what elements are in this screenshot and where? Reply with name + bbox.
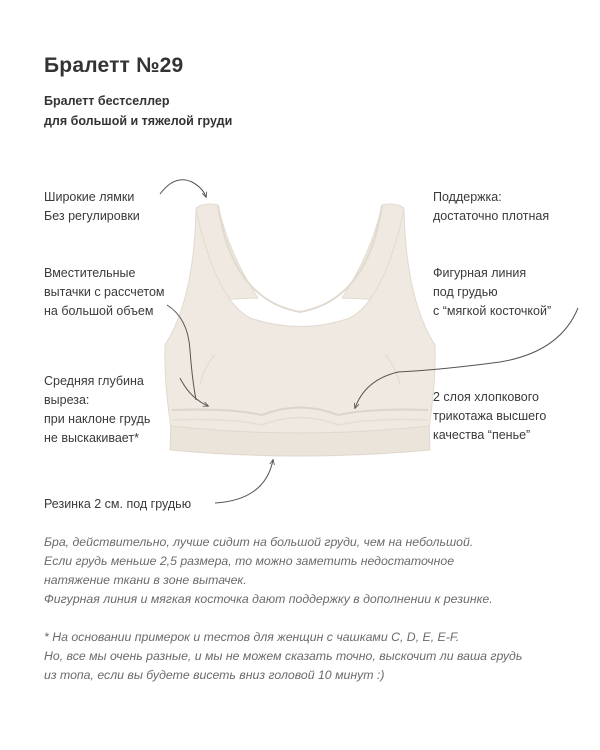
footnote-line: из топа, если вы будете висеть вниз головой 10 минут :) — [44, 668, 385, 682]
footnote-line: Но, все мы очень разные, и мы не можем сказать точно, выскочит ли ваша грудь — [44, 649, 523, 663]
subtitle-line: Бралетт бестселлер — [44, 94, 170, 108]
label-fabric: 2 слоя хлопкового трикотажа высшего качества “пенье” — [433, 390, 547, 442]
arrow-straps — [160, 180, 206, 197]
bralette-garment — [165, 204, 435, 456]
notes-block — [44, 533, 574, 685]
note-line: Фигурная линия и мягкая косточка дают поддержку в дополнении к резинке. — [44, 592, 493, 606]
note-line: натяжение ткани в зоне вытачек. — [44, 573, 247, 587]
label-band: Резинка 2 см. под грудью — [44, 497, 192, 511]
label-underline: Фигурная линия под грудью с “мягкой косточкой” — [433, 266, 552, 318]
label-support: Поддержка: достаточно плотная — [433, 190, 550, 223]
label-neckline: Средняя глубина выреза: при наклоне грудь не выскакивает* — [44, 374, 151, 445]
label-straps: Широкие лямки Без регулировки — [44, 190, 140, 223]
label-darts: Вместительные вытачки с рассчетом на большой объем — [44, 266, 165, 318]
subtitle-line: для большой и тяжелой груди — [44, 114, 233, 128]
note-line: Если грудь меньше 2,5 размера, то можно заметить недостаточное — [44, 554, 455, 568]
product-title: Бралетт №29 — [44, 54, 184, 77]
arrow-band — [215, 460, 273, 503]
note-line: Бра, действительно, лучше сидит на большой груди, чем на небольшой. — [44, 535, 474, 549]
footnote-line: * На основании примерок и тестов для женщин с чашками C, D, E, E-F. — [44, 630, 460, 644]
